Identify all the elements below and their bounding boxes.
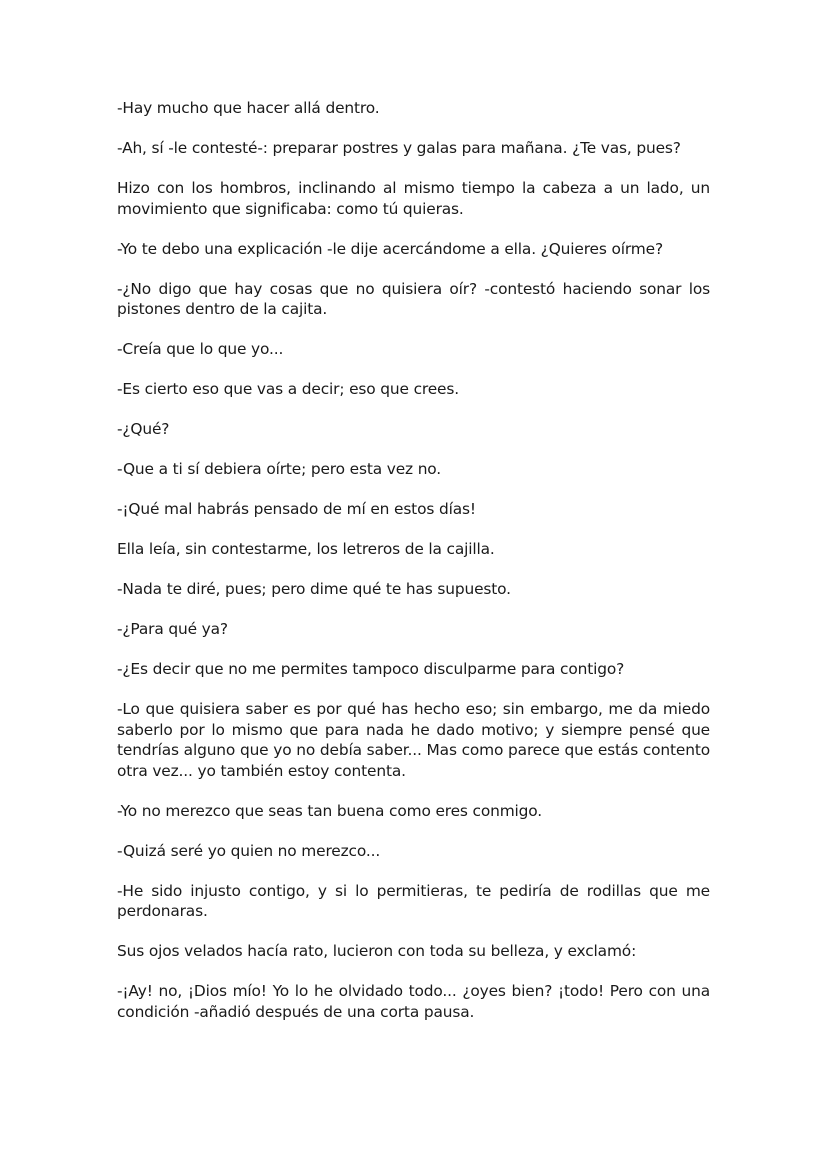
paragraph: -Quizá seré yo quien no merezco... [117,841,381,860]
document-page [117,98,710,1042]
paragraph: -¿Es decir que no me permites tampoco disculparme para contigo? [117,660,625,678]
paragraph: -Que a ti sí debiera oírte; pero esta vez no. [117,460,442,478]
paragraph: -¡Qué mal habrás pensado de mí en estos días! [117,500,476,518]
paragraph: Hizo con los hombros, inclinando al mismo tiempo la cabeza a un lado, un movimiento que significaba: como tú quieras. [117,179,710,218]
paragraph: -¿Qué? [117,420,170,438]
paragraph: -¿Para qué ya? [117,620,228,638]
paragraph: Sus ojos velados hacía rato, lucieron con toda su belleza, y exclamó: [117,942,637,960]
paragraph: -Lo que quisiera saber es por qué has hecho eso; sin embargo, me da miedo saberlo por lo mismo que para nada he dado motivo; y siempre pensé que tendrías alguno que yo no debía saber... Mas como parece que estás contento otra vez... yo también estoy contenta. [117,700,710,780]
paragraph: -¿No digo que hay cosas que no quisiera oír? -contestó haciendo sonar los pistones dentro de la cajita. [117,279,710,318]
paragraph: -Creía que lo que yo... [117,340,284,358]
paragraph: -Ah, sí -le contesté-: preparar postres y galas para mañana. ¿Te vas, pues? [117,139,681,157]
paragraph: -Hay mucho que hacer allá dentro. [117,99,380,117]
paragraph: -¡Ay! no, ¡Dios mío! Yo lo he olvidado todo... ¿oyes bien? ¡todo! Pero con una condición -añadió después de una corta pausa. [117,982,710,1021]
paragraph: -Es cierto eso que vas a decir; eso que crees. [117,380,459,398]
paragraph: -Nada te diré, pues; pero dime qué te has supuesto. [117,580,511,598]
paragraph: -Yo no merezco que seas tan buena como eres conmigo. [117,801,543,820]
paragraph: -Yo te debo una explicación -le dije acercándome a ella. ¿Quieres oírme? [117,239,663,258]
paragraph: -He sido injusto contigo, y si lo permitieras, te pediría de rodillas que me perdonaras. [117,881,710,920]
paragraph: Ella leía, sin contestarme, los letreros de la cajilla. [117,540,495,558]
